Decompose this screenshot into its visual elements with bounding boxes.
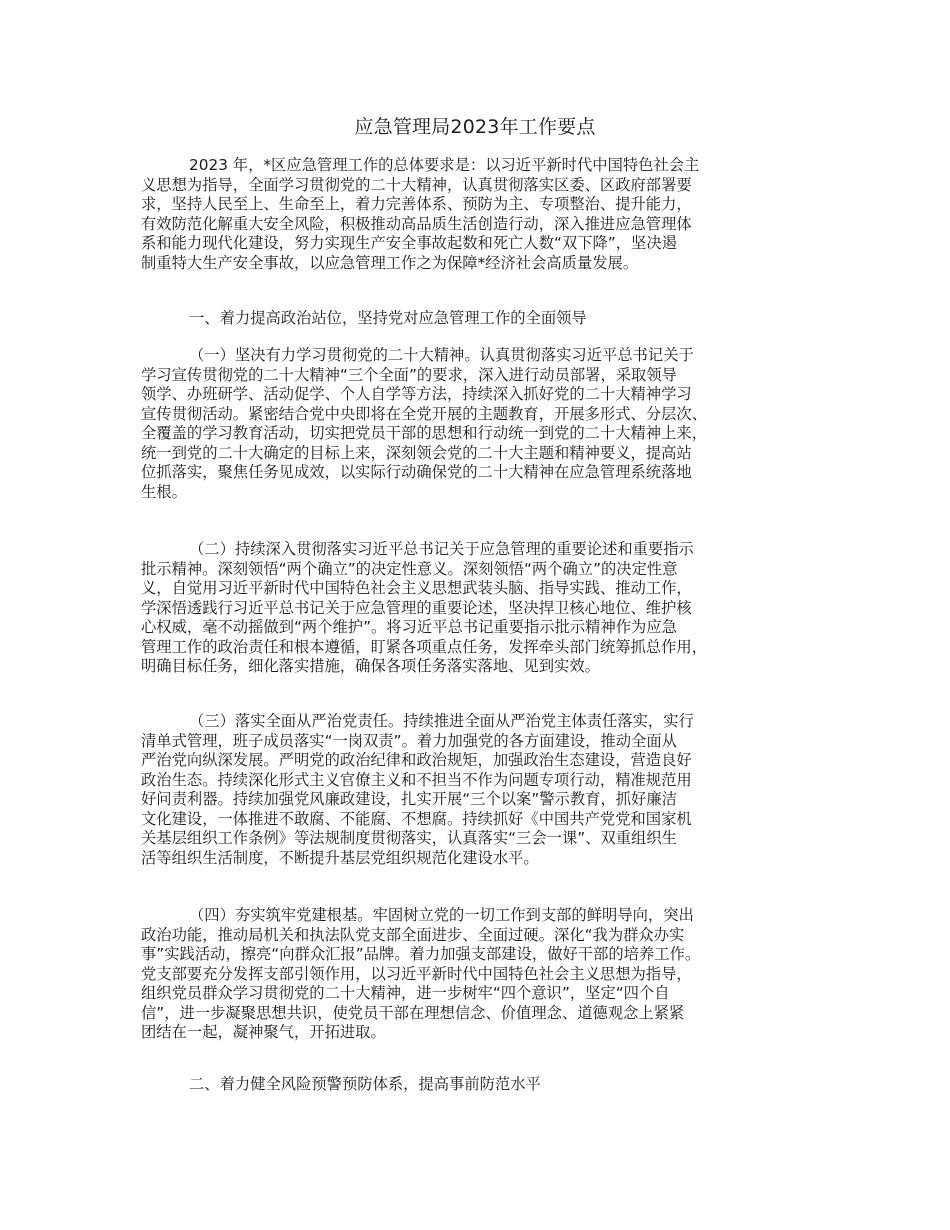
- section-heading-2: [141, 1075, 831, 1095]
- paragraph-item-3: [141, 712, 831, 868]
- paragraph-line: 领学、办班研学、活动促学、个人自学等方法，持续深入抓好党的二十大精神学习: [141, 385, 692, 403]
- paragraph-line: 义，自觉用习近平新时代中国特色社会主义思想武装头脑、指导实践、推动工作，: [141, 579, 692, 597]
- paragraph-line: 义思想为指导，全面学习贯彻党的二十大精神，认真贯彻落实区委、区政府部署要: [141, 175, 692, 194]
- paragraph-line: 组织党员群众学习贯彻党的二十大精神，进一步树牢“四个意识”，坚定“四个自: [141, 984, 670, 1002]
- paragraph-line: 批示精神。深刻领悟“两个确立”的决定性意义。深刻领悟“两个确立”的决定性意: [141, 559, 678, 578]
- paragraph-line: 宣传贯彻活动。紧密结合党中央即将在全党开展的主题教育，开展多形式、分层次、: [141, 404, 707, 423]
- paragraph-item-1: [141, 346, 831, 502]
- paragraph-line: 信”，进一步凝聚思想共识，使党员干部在理想信念、价值理念、道德观念上紧紧: [141, 1003, 685, 1022]
- paragraph-item-2: [141, 540, 831, 677]
- page-title: 应急管理局2023年工作要点: [354, 116, 596, 138]
- paragraph-line: 严治党向纵深发展。严明党的政治纪律和政治规矩，加强政治生态建设，营造良好: [141, 751, 692, 769]
- paragraph-line: 政治生态。持续深化形式主义官僚主义和不担当不作为问题专项行动，精准规范用: [141, 770, 692, 789]
- paragraph-line: 事”实践活动，擦亮“向群众汇报”品牌。着力加强支部建设，做好干部的培养工作。: [141, 945, 701, 963]
- paragraph-line: 政治功能，推动局机关和执法队党支部全面进步、全面过硬。深化“我为群众办实: [141, 925, 685, 944]
- paragraph-line: 关基层组织工作条例》等法规制度贯彻落实，认真落实“三会一课”、双重组织生: [141, 829, 677, 847]
- paragraph-line: 文化建设，一体推进不敢腐、不能腐、不想腐。持续抓好《中国共产党党和国家机: [141, 809, 692, 828]
- paragraph-line: 位抓落实，聚焦任务见成效，以实际行动确保党的二十大精神在应急管理系统落地: [141, 463, 692, 481]
- paragraph-line: 活等组织生活制度，不断提升基层党组织规范化建设水平。: [141, 848, 539, 867]
- paragraph-line: 2023 年，*区应急管理工作的总体要求是：以习近平新时代中国特色社会主: [189, 156, 700, 174]
- paragraph-line: （二）持续深入贯彻落实习近平总书记关于应急管理的重要论述和重要指示: [189, 540, 694, 558]
- paragraph-line: 统一到党的二十大确定的目标上来，深刻领会党的二十大主题和精神要义，提高站: [141, 443, 692, 462]
- paragraph-line: 制重特大生产安全事故，以应急管理工作之为保障*经济社会高质量发展。: [141, 253, 639, 272]
- paragraph-line: 明确目标任务，细化落实措施，确保各项任务落实落地、见到实效。: [141, 657, 600, 675]
- paragraph-line: 心权威，毫不动摇做到“两个维护”。将习近平总书记重要指示批示精神作为应急: [141, 618, 677, 636]
- paragraph-line: 生根。: [141, 482, 187, 501]
- paragraph-line: 管理工作的政治责任和根本遵循，盯紧各项重点任务，发挥牵头部门统筹抓总作用，: [141, 637, 707, 656]
- paragraph-line: 团结在一起，凝神聚气，开拓进取。: [141, 1023, 386, 1041]
- section-heading-text: 二、着力健全风险预警预防体系，提高事前防范水平: [189, 1075, 541, 1093]
- section-heading-text: 一、着力提高政治站位，坚持党对应急管理工作的全面领导: [189, 309, 587, 327]
- paragraph-line: 有效防范化解重大安全风险，积极推动高品质生活创造行动，深入推进应急管理体: [141, 214, 692, 233]
- paragraph-item-4: [141, 906, 831, 1043]
- paragraph-line: 学习宣传贯彻党的二十大精神“三个全面”的要求，深入进行动员部署，采取领导: [141, 365, 677, 384]
- paragraph-line: （三）落实全面从严治党责任。持续推进全面从严治党主体责任落实，实行: [189, 712, 694, 730]
- paragraph-line: 学深悟透践行习近平总书记关于应急管理的重要论述，坚决捍卫核心地位、维护核: [141, 598, 692, 617]
- paragraph-intro: [141, 156, 831, 273]
- paragraph-line: 党支部要充分发挥支部引领作用，以习近平新时代中国特色社会主义思想为指导，: [141, 964, 692, 983]
- paragraph-line: 好问责利器。持续加强党风廉政建设，扎实开展“三个以案”警示教育，抓好廉洁: [141, 790, 677, 808]
- paragraph-line: 系和能力现代化建设，努力实现生产安全事故起数和死亡人数“双下降”，坚决遏: [141, 234, 677, 252]
- section-heading-1: [141, 309, 831, 329]
- paragraph-line: （四）夯实筑牢党建根基。牢固树立党的一切工作到支部的鲜明导向，突出: [189, 906, 694, 924]
- paragraph-line: 清单式管理，班子成员落实“一岗双责”。着力加强党的各方面建设，推动全面从: [141, 731, 677, 750]
- paragraph-line: （一）坚决有力学习贯彻党的二十大精神。认真贯彻落实习近平总书记关于: [189, 346, 694, 364]
- paragraph-line: 求，坚持人民至上、生命至上，着力完善体系、预防为主、专项整治、提升能力，: [141, 195, 692, 213]
- paragraph-line: 全覆盖的学习教育活动，切实把党员干部的思想和行动统一到党的二十大精神上来，: [141, 424, 707, 442]
